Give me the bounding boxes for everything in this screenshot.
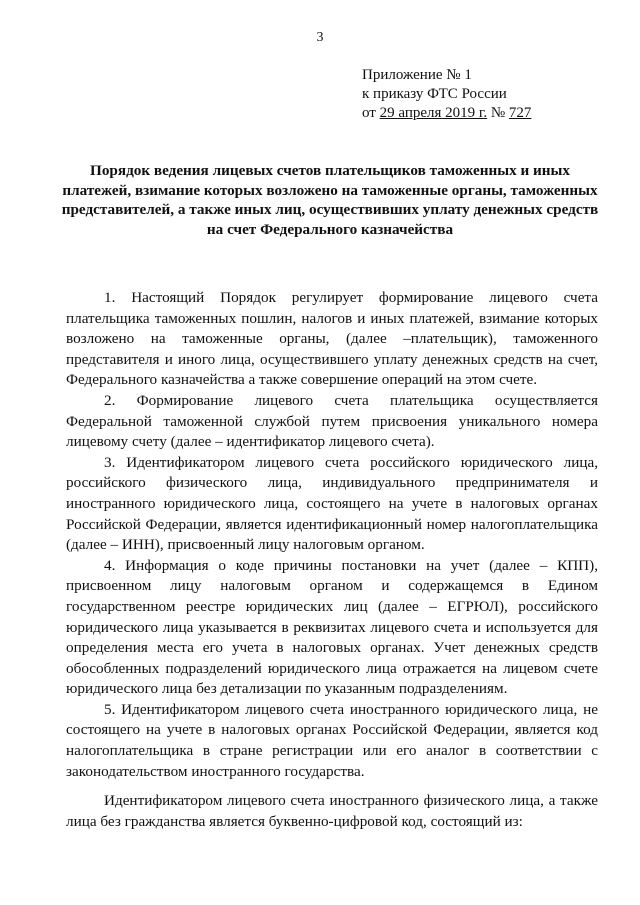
paragraph-6: Идентификатором лицевого счета иностранного физического лица, а также лица без гражданства является буквенно-цифровой код, состоящий из: bbox=[66, 792, 598, 830]
page-number: 3 bbox=[316, 30, 324, 45]
appendix-line-3 bbox=[362, 104, 531, 123]
paragraph-2: 2. Формирование лицевого счета плательщика осуществляется Федеральной таможенной службой путем присвоения уникального номера лицевому счету (далее – идентификатор лицевого счета). bbox=[66, 391, 598, 451]
order-number-label: № bbox=[487, 105, 509, 121]
paragraph-4: 4. Информация о коде причины постановки на учет (далее – КПП), присвоенном лицу налоговым органом и содержащемся в Едином государственном реестре юридических лиц (далее – ЕГРЮЛ), российского юридического лица указывается в реквизитах лицевого счета и используется для определения места его учета в налоговых органах. Учет денежных средств обособленных подразделений юридического лица отражается на лицевом счете юридического лица без детализации по указанным подразделениям. bbox=[66, 556, 598, 698]
order-number: 727 bbox=[508, 105, 532, 121]
paragraph-1: 1. Настоящий Порядок регулирует формирование лицевого счета плательщика таможенных пошлин, налогов и иных платежей, взимание которых возложено на таможенные органы, (далее –плательщик), таможенного представителя и иного лица, осуществившего уплату денежных средств на счет, Федерального казначейства а также совершение операций на этом счете. bbox=[66, 289, 598, 389]
appendix-line-2: к приказу ФТС России bbox=[362, 86, 507, 102]
order-date: 29 апреля 2019 г. bbox=[379, 105, 488, 121]
appendix-date-prefix: от bbox=[362, 105, 380, 121]
appendix-block bbox=[362, 66, 531, 123]
document-title: Порядок ведения лицевых счетов плательщиков таможенных и иных платежей, взимание которых возложено на таможенные органы, таможенных представителей, а также иных лиц, осуществивших уплату денежных средств на счет Федерального казначейства bbox=[61, 162, 599, 238]
paragraph-5: 5. Идентификатором лицевого счета иностранного юридического лица, не состоящего на учете в налоговых органах Российской Федерации, является код налогоплательщика в стране регистрации или его аналог в соответствии с законодательством иностранного государства. bbox=[66, 700, 598, 780]
appendix-line-1: Приложение № 1 bbox=[362, 67, 472, 83]
paragraph-3: 3. Идентификатором лицевого счета российского юридического лица, российского физического лица, индивидуального предпринимателя и иностранного юридического лица, состоящего на учете в налоговых органах Российской Федерации, является идентификационный номер налогоплательщика (далее – ИНН), присвоенный лицу налоговым органом. bbox=[66, 453, 598, 554]
document-body bbox=[66, 288, 598, 832]
